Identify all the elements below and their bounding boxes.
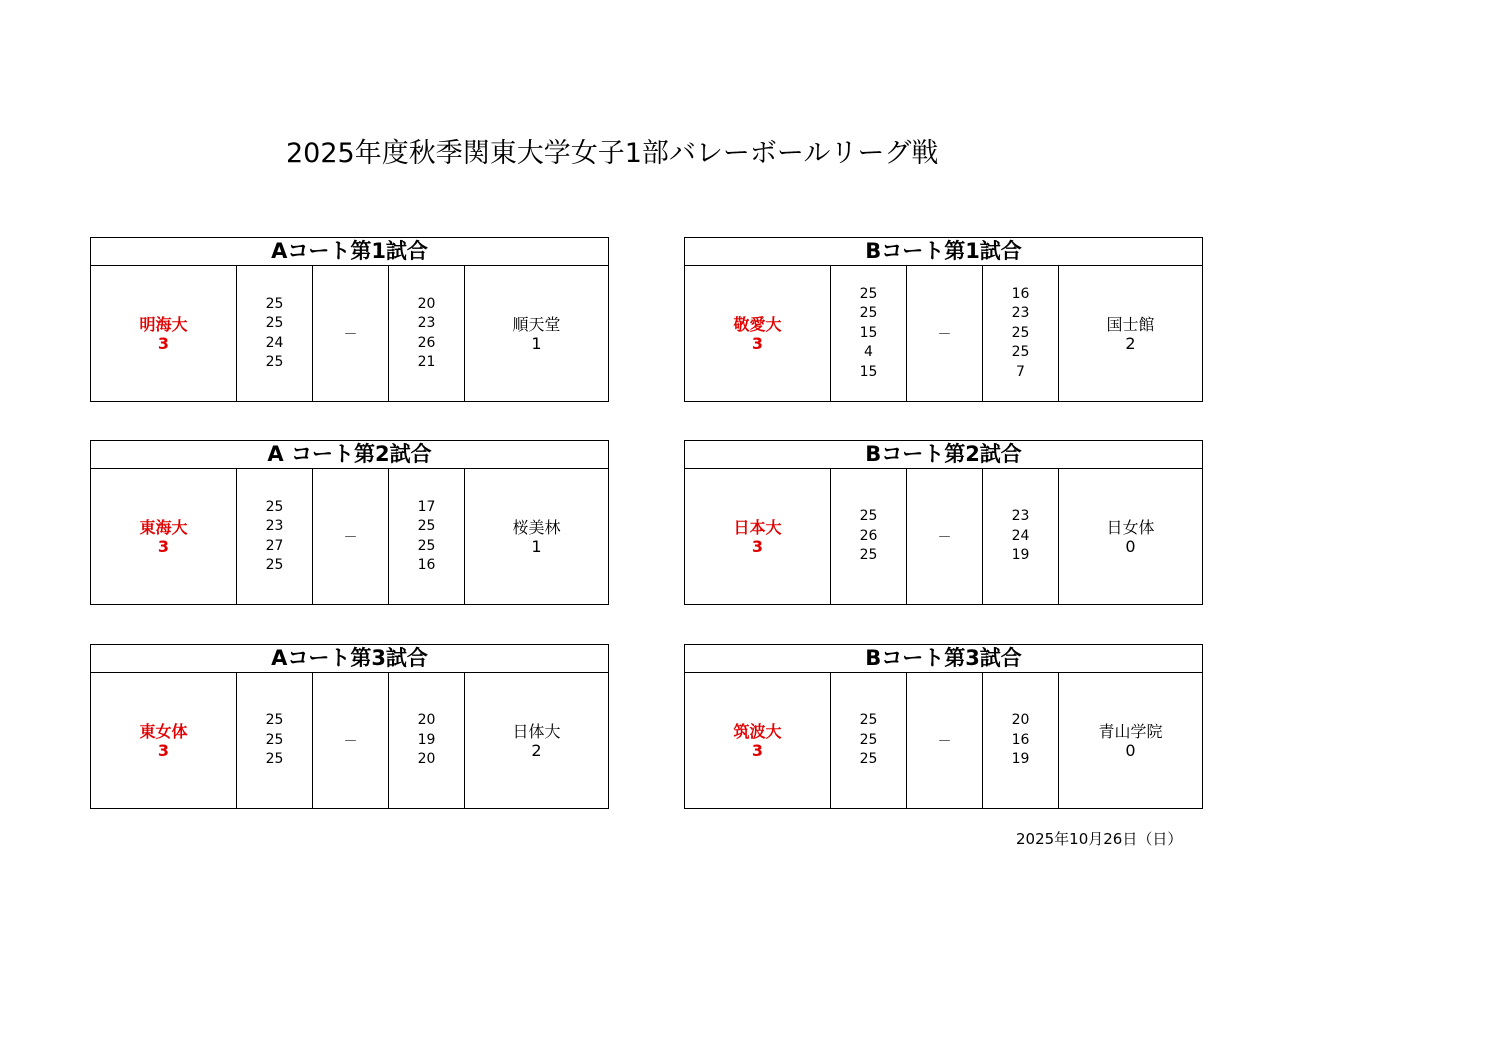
loser-cell xyxy=(1059,469,1202,604)
loser-sets: 1 xyxy=(531,536,542,556)
loser-scores-cell xyxy=(983,673,1059,808)
loser-name: 桜美林 xyxy=(512,517,561,537)
loser-sets: 0 xyxy=(1125,740,1136,760)
separator-cell xyxy=(907,673,983,808)
match-table xyxy=(684,644,1203,809)
separator-cell xyxy=(907,469,983,604)
winner-set-score: 26 xyxy=(859,527,878,544)
loser-set-score: 20 xyxy=(417,751,436,768)
loser-cell xyxy=(1059,266,1202,401)
winner-set-score: 25 xyxy=(265,353,284,370)
winner-set-score: 25 xyxy=(859,731,878,748)
winner-set-score: 24 xyxy=(265,334,284,351)
loser-scores-cell xyxy=(389,673,465,808)
winner-set-score: 25 xyxy=(859,285,878,302)
loser-set-score: 23 xyxy=(1011,508,1030,525)
loser-set-score: 23 xyxy=(1011,305,1030,322)
match-table xyxy=(90,644,609,809)
winner-scores-cell xyxy=(831,673,907,808)
winner-set-score: 25 xyxy=(265,498,284,515)
loser-set-score: 20 xyxy=(417,712,436,729)
loser-sets: 1 xyxy=(531,333,542,353)
winner-sets: 3 xyxy=(751,536,764,556)
winner-set-score: 25 xyxy=(859,751,878,768)
loser-set-score: 21 xyxy=(417,353,436,370)
winner-name: 筑波大 xyxy=(733,721,782,741)
loser-scores-cell xyxy=(983,266,1059,401)
loser-cell xyxy=(465,673,608,808)
match-header: Bコート第3試合 xyxy=(685,645,1202,673)
winner-set-score: 15 xyxy=(859,363,878,380)
winner-name: 敬愛大 xyxy=(733,314,782,334)
separator-dash: － xyxy=(937,529,952,546)
winner-cell xyxy=(91,266,237,401)
match-header: Bコート第2試合 xyxy=(685,441,1202,469)
loser-set-score: 19 xyxy=(417,731,436,748)
loser-name: 青山学院 xyxy=(1098,721,1163,741)
loser-set-score: 20 xyxy=(417,295,436,312)
winner-name: 明海大 xyxy=(139,314,188,334)
winner-set-score: 4 xyxy=(864,344,873,361)
winner-sets: 3 xyxy=(157,740,170,760)
separator-cell xyxy=(313,469,389,604)
winner-set-score: 25 xyxy=(859,547,878,564)
loser-name: 国士館 xyxy=(1106,314,1155,334)
match-body xyxy=(91,673,608,808)
loser-scores-cell xyxy=(389,266,465,401)
loser-set-score: 19 xyxy=(1011,547,1030,564)
winner-scores-cell xyxy=(237,469,313,604)
loser-set-score: 19 xyxy=(1011,751,1030,768)
winner-cell xyxy=(685,469,831,604)
winner-cell xyxy=(91,469,237,604)
winner-set-score: 25 xyxy=(265,295,284,312)
winner-set-score: 25 xyxy=(265,712,284,729)
loser-set-score: 25 xyxy=(1011,324,1030,341)
winner-cell xyxy=(685,673,831,808)
loser-name: 日体大 xyxy=(512,721,561,741)
loser-set-score: 16 xyxy=(1011,285,1030,302)
winner-sets: 3 xyxy=(751,333,764,353)
separator-cell xyxy=(313,673,389,808)
winner-set-score: 23 xyxy=(265,518,284,535)
winner-cell xyxy=(685,266,831,401)
match-header: Aコート第3試合 xyxy=(91,645,608,673)
winner-scores-cell xyxy=(237,266,313,401)
page-title: 2025年度秋季関東大学女子1部バレーボールリーグ戦 xyxy=(286,138,939,169)
winner-name: 東海大 xyxy=(139,517,188,537)
loser-cell xyxy=(1059,673,1202,808)
loser-set-score: 17 xyxy=(417,498,436,515)
winner-set-score: 25 xyxy=(265,751,284,768)
winner-scores-cell xyxy=(831,266,907,401)
winner-sets: 3 xyxy=(157,536,170,556)
separator-dash: － xyxy=(937,326,952,343)
loser-sets: 2 xyxy=(1125,333,1136,353)
separator-dash: － xyxy=(343,529,358,546)
loser-set-score: 16 xyxy=(417,556,436,573)
separator-cell xyxy=(313,266,389,401)
match-table xyxy=(90,440,609,605)
loser-cell xyxy=(465,469,608,604)
loser-scores-cell xyxy=(983,469,1059,604)
match-date: 2025年10月26日（日） xyxy=(1016,830,1183,848)
match-body xyxy=(685,469,1202,604)
match-body xyxy=(685,673,1202,808)
winner-name: 日本大 xyxy=(733,517,782,537)
match-body xyxy=(91,266,608,401)
match-header: A コート第2試合 xyxy=(91,441,608,469)
loser-sets: 0 xyxy=(1125,536,1136,556)
winner-set-score: 25 xyxy=(265,731,284,748)
loser-set-score: 24 xyxy=(1011,527,1030,544)
match-header: Aコート第1試合 xyxy=(91,238,608,266)
match-body xyxy=(685,266,1202,401)
winner-scores-cell xyxy=(831,469,907,604)
separator-dash: － xyxy=(937,733,952,750)
winner-set-score: 25 xyxy=(265,556,284,573)
winner-sets: 3 xyxy=(157,333,170,353)
separator-dash: － xyxy=(343,733,358,750)
winner-set-score: 25 xyxy=(265,315,284,332)
winner-cell xyxy=(91,673,237,808)
winner-set-score: 27 xyxy=(265,537,284,554)
loser-name: 日女体 xyxy=(1106,517,1155,537)
separator-cell xyxy=(907,266,983,401)
winner-set-score: 25 xyxy=(859,508,878,525)
match-table xyxy=(90,237,609,402)
loser-set-score: 25 xyxy=(417,537,436,554)
loser-scores-cell xyxy=(389,469,465,604)
loser-cell xyxy=(465,266,608,401)
match-body xyxy=(91,469,608,604)
match-table xyxy=(684,237,1203,402)
loser-set-score: 25 xyxy=(1011,344,1030,361)
winner-sets: 3 xyxy=(751,740,764,760)
loser-name: 順天堂 xyxy=(512,314,561,334)
match-table xyxy=(684,440,1203,605)
loser-set-score: 23 xyxy=(417,315,436,332)
loser-sets: 2 xyxy=(531,740,542,760)
loser-set-score: 16 xyxy=(1011,731,1030,748)
winner-scores-cell xyxy=(237,673,313,808)
loser-set-score: 7 xyxy=(1016,363,1025,380)
winner-set-score: 15 xyxy=(859,324,878,341)
loser-set-score: 20 xyxy=(1011,712,1030,729)
loser-set-score: 26 xyxy=(417,334,436,351)
match-header: Bコート第1試合 xyxy=(685,238,1202,266)
winner-set-score: 25 xyxy=(859,712,878,729)
separator-dash: － xyxy=(343,326,358,343)
winner-name: 東女体 xyxy=(139,721,188,741)
loser-set-score: 25 xyxy=(417,518,436,535)
winner-set-score: 25 xyxy=(859,305,878,322)
